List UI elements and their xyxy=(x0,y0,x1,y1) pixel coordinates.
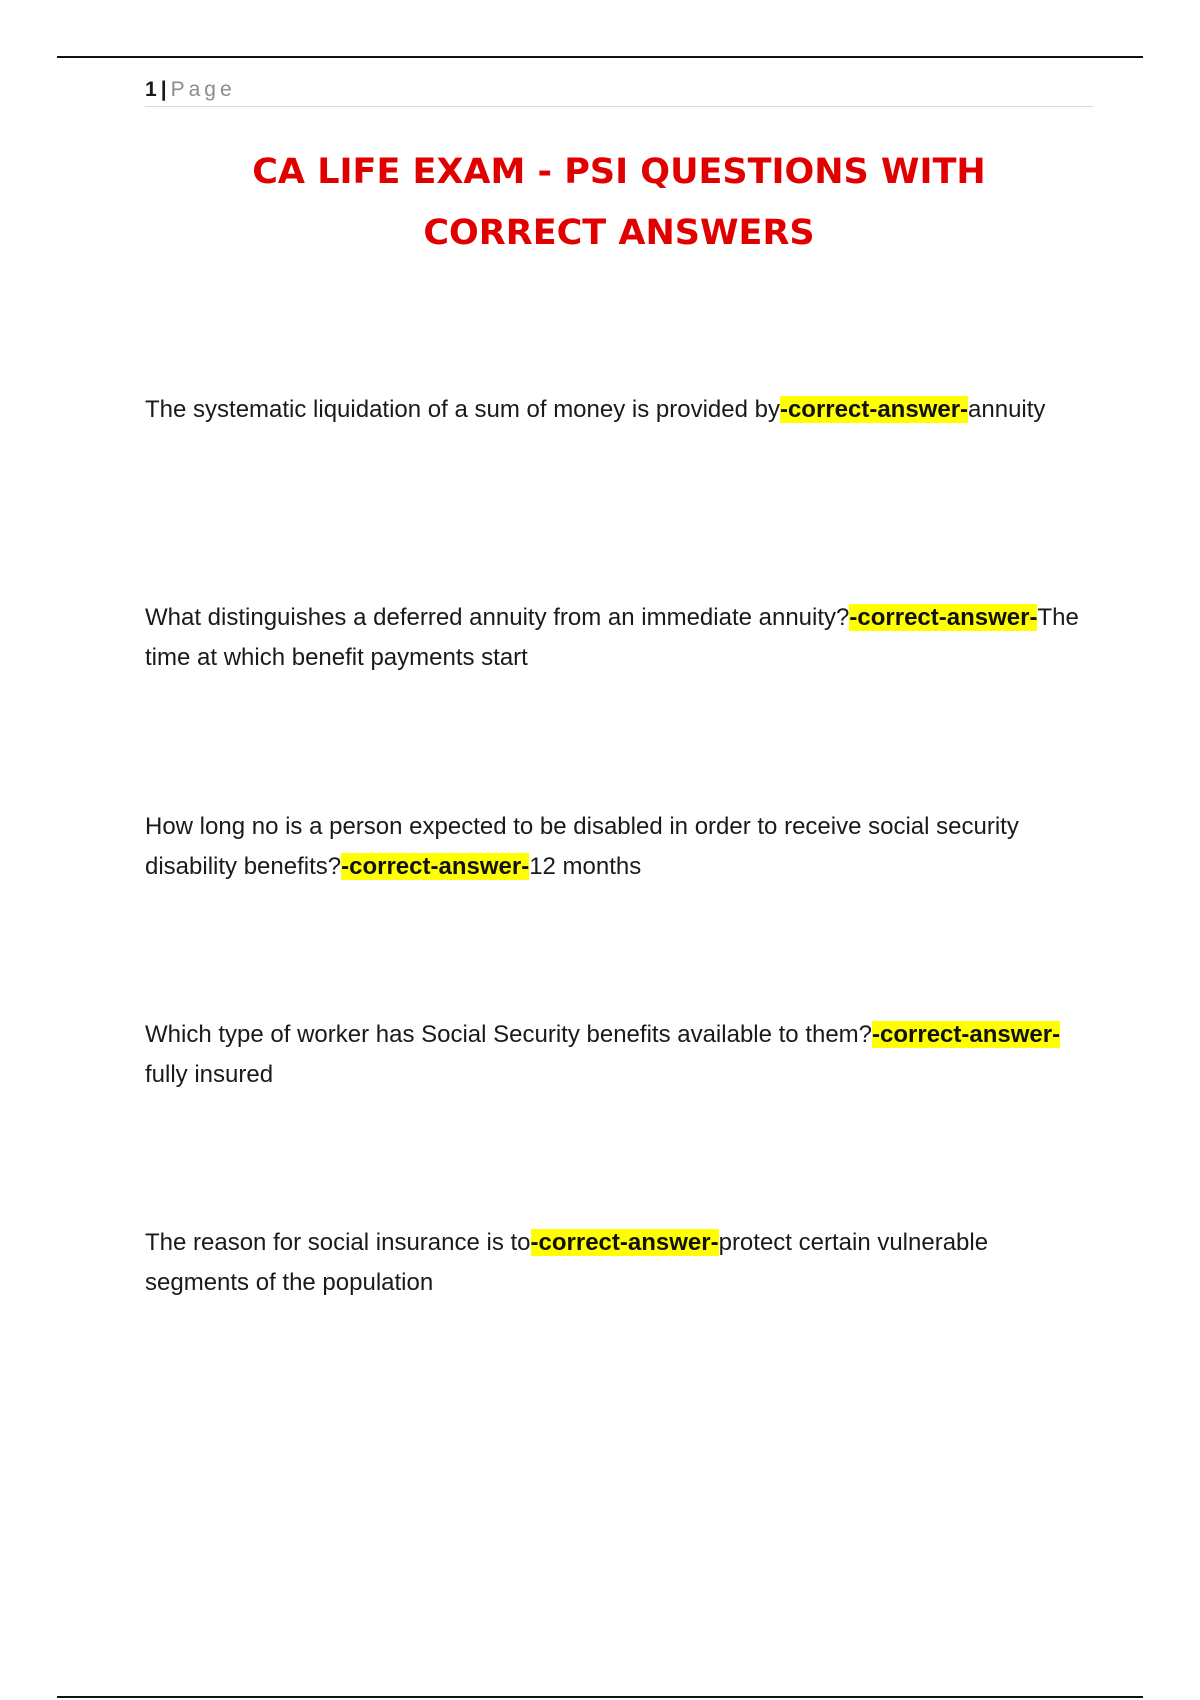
title-line-2: CORRECT ANSWERS xyxy=(423,213,815,253)
page-separator: | xyxy=(160,78,167,101)
correct-answer-marker: -correct-answer- xyxy=(779,396,969,423)
title-line-1: CA LIFE EXAM - PSI QUESTIONS WITH xyxy=(252,152,986,192)
bottom-rule xyxy=(57,1696,1143,1698)
qa-item xyxy=(145,1223,1085,1303)
answer-text: fully insured xyxy=(145,1061,274,1088)
qa-item xyxy=(145,807,1085,887)
answer-text: protect certain vulnerable segments of the population xyxy=(145,1229,989,1296)
correct-answer-marker: -correct-answer- xyxy=(341,853,530,880)
document-title xyxy=(145,142,1093,264)
page-label: Page xyxy=(170,78,236,101)
page-number: 1 xyxy=(145,78,157,101)
answer-text: The time at which benefit payments start xyxy=(145,604,1079,671)
correct-answer-marker: -correct-answer- xyxy=(530,1229,719,1256)
question-text: The systematic liquidation of a sum of money is provided by xyxy=(145,396,780,423)
qa-item xyxy=(145,390,1085,430)
qa-item xyxy=(145,1015,1085,1095)
question-text: The reason for social insurance is to xyxy=(145,1229,531,1256)
qa-item xyxy=(145,598,1085,678)
question-text: What distinguishes a deferred annuity from an immediate annuity? xyxy=(145,604,850,631)
question-text: Which type of worker has Social Security benefits available to them? xyxy=(145,1021,873,1048)
answer-text: 12 months xyxy=(529,853,642,880)
correct-answer-marker: -correct-answer- xyxy=(849,604,1038,631)
correct-answer-marker: -correct-answer- xyxy=(872,1021,1061,1048)
top-rule xyxy=(57,56,1143,58)
answer-text: annuity xyxy=(968,396,1046,423)
question-text: How long no is a person expected to be disabled in order to receive social security disability benefits? xyxy=(145,813,1019,880)
page-header xyxy=(145,76,1093,107)
